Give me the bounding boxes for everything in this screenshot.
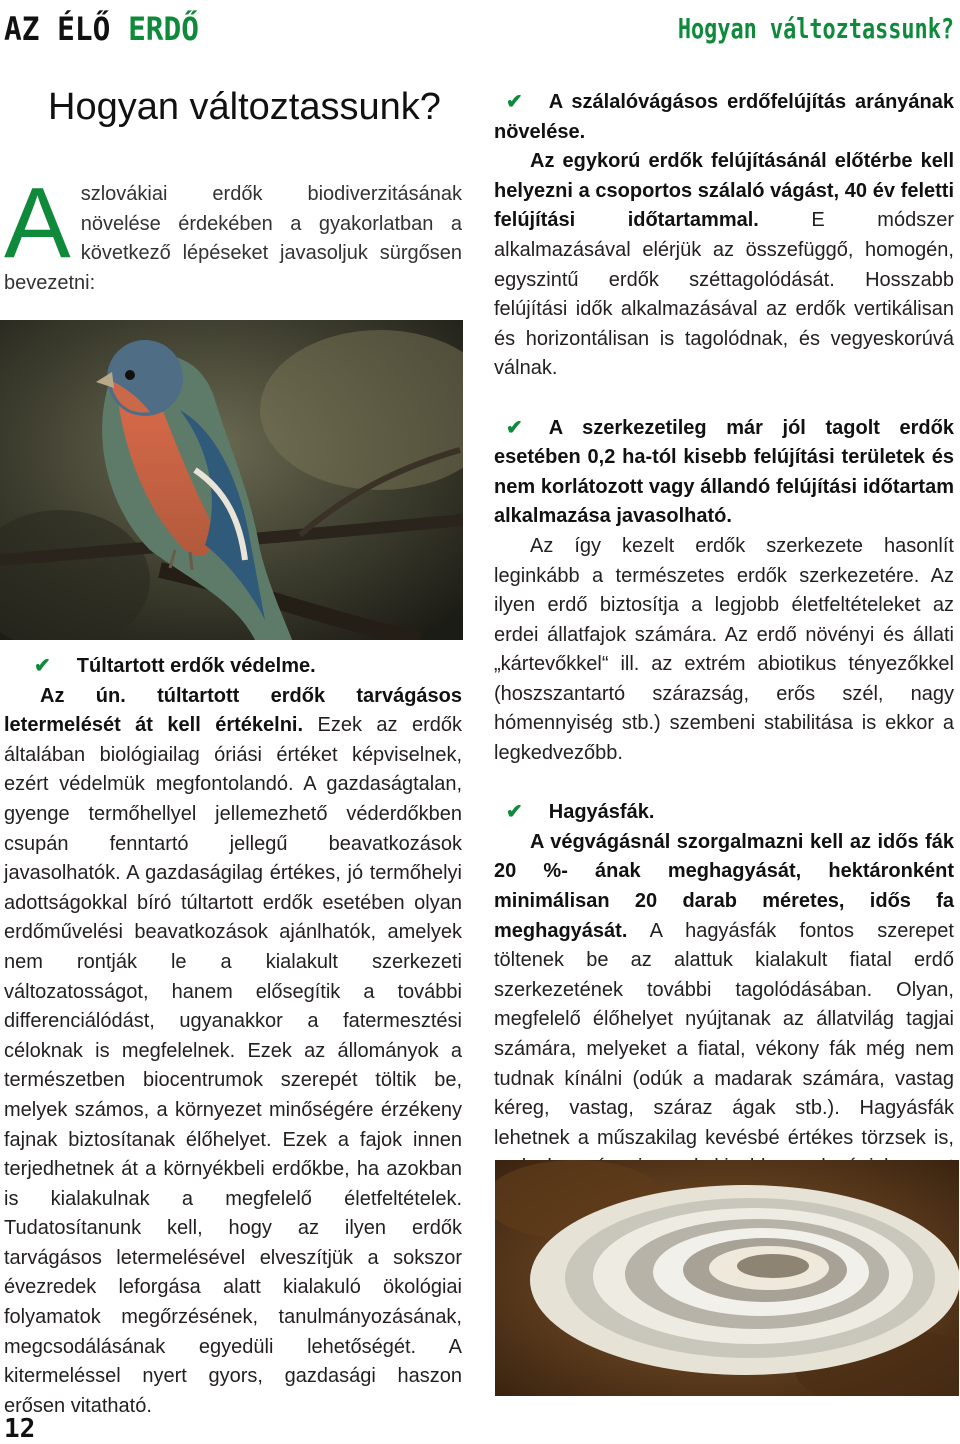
left-column (4, 652, 462, 1421)
right-item3-title-line (494, 798, 954, 828)
right-item3-paragraph (494, 828, 954, 1213)
page-number: 12 (4, 1414, 36, 1444)
right-item3-body: A hagyásfák fontos szerepet töltenek be az alattuk kialakult fiatal erdő szerkezetének további tagolódásában. Olyan, megfelelő élőhelyet nyújtanak az állatvilág tagjai számára, melyeket a fiatal, vékony fák még nem tudnak kínálni (odúk a madarak számára, vastag kéreg, vastag, száraz ágak stb.). Hagyásfák lehetnek a műszakilag kevésbé értékes törzsek is, (494, 919, 954, 1149)
magazine-title-word2: ERDŐ (128, 10, 199, 48)
magazine-title-word1: AZ ÉLŐ (4, 10, 111, 48)
checkmark-icon: ✔ (506, 416, 523, 439)
left-item-paragraph (4, 682, 462, 1422)
right-item1-title: A szálalóvágásos erdőfelújítás arányának növelése. (494, 91, 954, 143)
right-item1-paragraph (494, 147, 954, 384)
bracket-fungus-photo (495, 1160, 959, 1396)
page-title: Hogyan változtassunk? (48, 86, 441, 128)
left-item-title-line (4, 652, 462, 682)
right-column (494, 88, 954, 1213)
right-item2-body: Az így kezelt erdők szerkezete hasonlít leginkább a természetes erdők szerkezetére. Az ilyen erdő biztosítja a legjobb életfeltételeket az erdei állatfajok számára. Az erdő növényi és állati „kártevőkkel“ ill. az extrém abiotikus tényezőkkel (hoszszantartó szárazság, erős szél, nagy hómennyiség stb.) szembeni stabilitása is ekkor a legkedvezőbb. (494, 534, 954, 765)
checkmark-icon: ✔ (506, 801, 523, 824)
right-item1-body: E módszer alkalmazásával elérjük az összefüggő, homogén, egyszintű erdők széttagolódását. Hosszabb felújítási idők alkalmazásával az erdők vertikálisan és horizontálisan is tagolódnak, és vegyeskorúvá válnak. (494, 209, 954, 380)
right-item2-bold: A szerkezetileg már jól tagolt erdők esetében 0,2 ha-tól kisebb felújítási területek és nem korlátozott vagy állandó felújítási időtartam alkalmazása javasolható. (494, 416, 954, 528)
drop-cap: A (4, 167, 71, 279)
left-item-bold: Az ún. túltartott erdők tarvágásos letermelését át kell értékelni. (4, 684, 462, 737)
left-item-title: Túltartott erdők védelme. (76, 655, 316, 677)
magazine-title (4, 10, 199, 48)
right-item3-bold: A végvágásnál szorgalmazni kell az idős fák 20 %- ának meghagyását, hektáronként minimálisan 20 darab méretes, idős fa meghagyását. (494, 830, 954, 942)
checkmark-icon: ✔ (506, 91, 523, 113)
section-header: Hogyan változtassunk? (677, 12, 954, 45)
checkmark-icon: ✔ (34, 655, 51, 677)
chaffinch-photo (0, 320, 463, 640)
intro-text: szlovákiai erdők biodiverzitásának növelése érdekében a gyakorlatban a következő lépéseket javasoljuk sürgősen bevezetni: (4, 183, 462, 294)
intro-paragraph (4, 167, 462, 298)
right-item1-bold: Az egykorú erdők felújításánál előtérbe kell helyezni a csoportos szálaló vágást, 40 év feletti felújítási időtartammal. (494, 150, 954, 232)
right-item1-title-line (494, 88, 954, 147)
right-item2-paragraph (494, 414, 954, 532)
right-item3-title: Hagyásfák. (548, 801, 655, 824)
left-item-body: Ezek az erdők általában biológiailag óriási értéket képviselnek, ezért védelmük megfontolandó. A gazdaságtalan, gyenge termőhellyel jellemezhető véderdőkben csupán fenntartó jellegű beavatkozások javasolhatók. A gazdaságilag értékes, jó termőhelyi adottságokkal bíró túltartott erdők esetében olyan erdőművelési beavatkozások ajánlhatók, amelyek nem rontják le a kialakult szerkezeti változatosságot, hanem elősegítik a további differenciálódást, ugyanakkor a fatermesztési céloknak is megfelelnek. Ezek az állományok a természetben biocentrumok szerepét töltik be, melyek számos, a környezet minőségére érzékeny fajnak biztosítanak élőhelyet. Ezek a fajok innen terjedhetnek át a környékbeli erdőkbe, ha azokban is kialakulnak a megfelelő életfeltételek. Tudatosítanunk kell, hogy az ilyen erdők tarvágásos letermelésével elveszítjük a sokszor évezredek leforgása alatt kialakuló ökológiai folyamatok megőrzésének, tanulmányozásának, megcsodálásának egyedüli lehetőségét. A kitermeléssel nyert gyors, gazdasági haszon erősen vitatható. (4, 714, 463, 1417)
